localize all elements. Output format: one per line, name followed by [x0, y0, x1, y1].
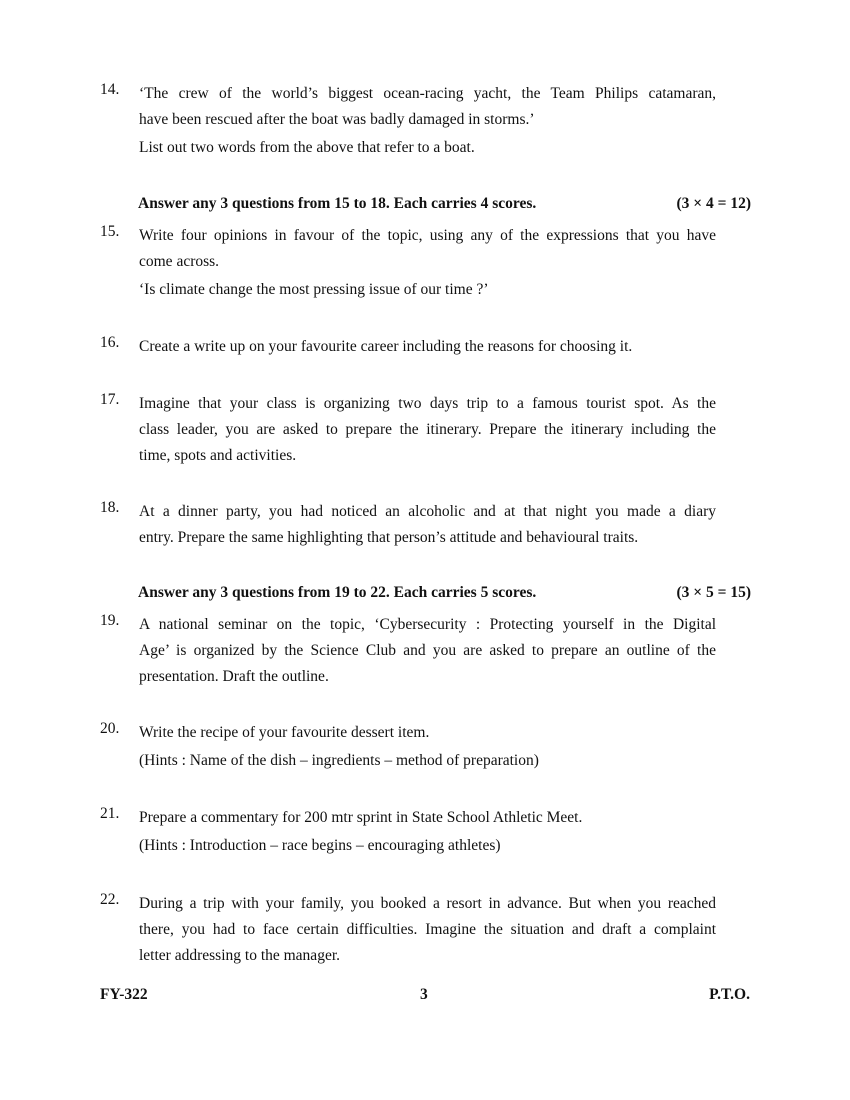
section-marks: (3 × 4 = 12): [676, 195, 751, 212]
section-instruction: [138, 195, 751, 213]
question-number: 18.: [100, 499, 120, 516]
question-text: Write four opinions in favour of the topic, using any of the expressions that you have: [139, 227, 716, 244]
question-text: At a dinner party, you had noticed an alcoholic and at that night you made a diary: [139, 503, 716, 520]
section-instruction-text: Answer any 3 questions from 19 to 22. Each carries 5 scores.: [138, 584, 537, 601]
question-text: letter addressing to the manager.: [139, 947, 341, 964]
question-16: [100, 334, 716, 360]
question-number: 20.: [100, 720, 120, 737]
question-text: Create a write up on your favourite career including the reasons for choosing it.: [139, 338, 633, 355]
question-text: presentation. Draft the outline.: [139, 668, 329, 685]
question-20: [100, 720, 716, 774]
question-text: During a trip with your family, you booked a resort in advance. But when you reached: [139, 895, 716, 912]
question-text: entry. Prepare the same highlighting that person’s attitude and behavioural traits.: [139, 529, 639, 546]
question-21: [100, 805, 716, 859]
section-instruction: [138, 584, 751, 602]
question-text: come across.: [139, 253, 220, 270]
question-19: [100, 612, 716, 690]
question-text: ‘Is climate change the most pressing issue of our time ?’: [139, 281, 489, 298]
paper-code: FY-322: [100, 986, 148, 1003]
question-text: Imagine that your class is organizing two days trip to a famous tourist spot. As the: [139, 395, 716, 412]
question-hints: (Hints : Introduction – race begins – encouraging athletes): [139, 837, 501, 854]
question-number: 15.: [100, 223, 120, 240]
page-number: 3: [420, 986, 428, 1003]
question-text: there, you had to face certain difficulties. Imagine the situation and draft a complaint: [139, 921, 716, 938]
question-number: 14.: [100, 81, 120, 98]
question-number: 17.: [100, 391, 120, 408]
section-marks: (3 × 5 = 15): [676, 584, 751, 601]
question-number: 21.: [100, 805, 120, 822]
question-text: time, spots and activities.: [139, 447, 297, 464]
question-text: class leader, you are asked to prepare the itinerary. Prepare the itinerary including the: [139, 421, 716, 438]
question-number: 22.: [100, 891, 120, 908]
section-instruction-text: Answer any 3 questions from 15 to 18. Each carries 4 scores.: [138, 195, 537, 212]
question-15: [100, 223, 716, 303]
question-22: [100, 891, 716, 969]
question-text: Write the recipe of your favourite dessert item.: [139, 724, 430, 741]
question-18: [100, 499, 716, 551]
question-text: A national seminar on the topic, ‘Cybersecurity : Protecting yourself in the Digital: [139, 616, 716, 633]
question-text: List out two words from the above that refer to a boat.: [139, 139, 475, 156]
question-text: have been rescued after the boat was badly damaged in storms.’: [139, 111, 535, 128]
question-number: 16.: [100, 334, 120, 351]
question-hints: (Hints : Name of the dish – ingredients – method of preparation): [139, 752, 539, 769]
question-number: 19.: [100, 612, 120, 629]
question-text: Prepare a commentary for 200 mtr sprint in State School Athletic Meet.: [139, 809, 583, 826]
question-text: ‘The crew of the world’s biggest ocean-racing yacht, the Team Philips catamaran,: [139, 85, 716, 102]
question-14: [100, 81, 716, 161]
question-17: [100, 391, 716, 469]
pto-label: P.T.O.: [709, 986, 750, 1003]
question-text: Age’ is organized by the Science Club and you are asked to prepare an outline of the: [139, 642, 716, 659]
